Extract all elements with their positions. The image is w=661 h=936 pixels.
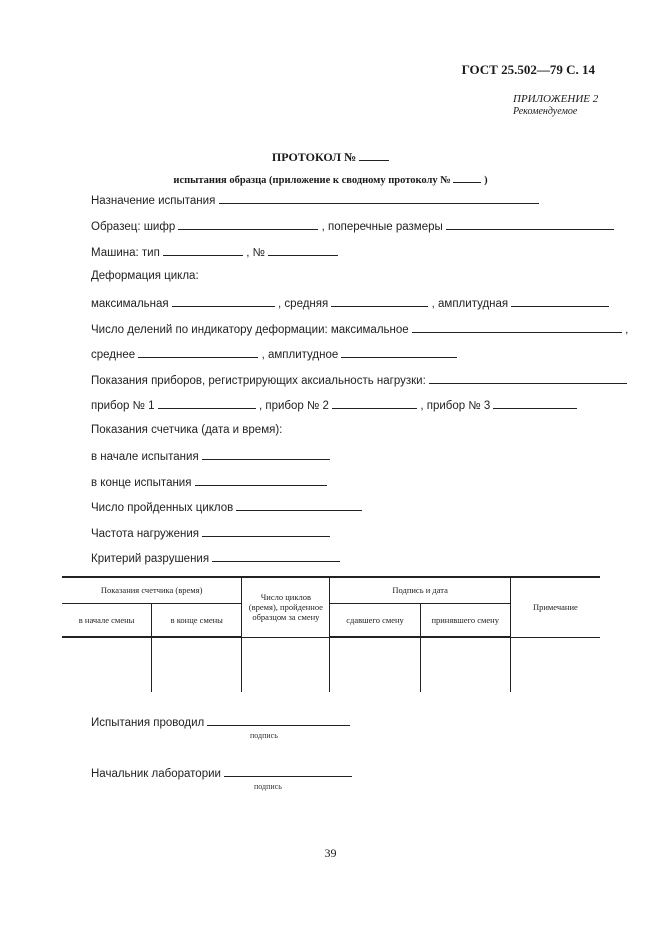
shift-log-table bbox=[62, 576, 600, 692]
header-signature: Подпись и дата bbox=[330, 577, 510, 603]
deformation-heading: Деформация цикла: bbox=[91, 270, 199, 282]
conducted-signature-caption: подпись bbox=[250, 731, 278, 740]
summary-protocol-number-field[interactable] bbox=[453, 172, 481, 183]
purpose-field[interactable] bbox=[219, 193, 539, 204]
amplitude-n-field[interactable] bbox=[341, 347, 457, 358]
frequency-field[interactable] bbox=[202, 526, 330, 537]
counter-end-field[interactable] bbox=[195, 475, 327, 486]
machine-type-label: Машина: тип bbox=[91, 247, 160, 259]
standard-header: ГОСТ 25.502—79 С. 14 bbox=[461, 62, 595, 77]
machine-no-field[interactable] bbox=[268, 245, 338, 256]
protocol-number-field[interactable] bbox=[359, 150, 389, 161]
conducted-row bbox=[91, 715, 350, 729]
header-cycles: Число циклов (время), пройденное образцом за смену bbox=[242, 577, 330, 637]
conducted-label: Испытания проводил bbox=[91, 717, 205, 729]
instr1-field[interactable] bbox=[158, 398, 256, 409]
medium-label: , средняя bbox=[278, 298, 329, 310]
counter-start-label: в начале испытания bbox=[91, 451, 199, 463]
cross-sizes-label: , поперечные размеры bbox=[321, 221, 443, 233]
divisions-comma: , bbox=[625, 324, 629, 336]
page-number: 39 bbox=[324, 846, 337, 860]
divisions-row bbox=[91, 322, 628, 336]
medium-field[interactable] bbox=[331, 296, 428, 307]
protocol-title-text: ПРОТОКОЛ № bbox=[271, 150, 357, 164]
appendix-label: ПРИЛОЖЕНИЕ 2 bbox=[513, 93, 599, 105]
table-cell[interactable] bbox=[242, 637, 330, 692]
head-signature-caption: подпись bbox=[254, 782, 282, 791]
max-label: максимальная bbox=[91, 298, 169, 310]
table-cell[interactable] bbox=[152, 637, 242, 692]
frequency-row bbox=[91, 526, 330, 540]
divisions-label: Число делений по индикатору деформации: максимальное bbox=[91, 324, 409, 336]
head-signature-field[interactable] bbox=[224, 766, 352, 777]
table-cell[interactable] bbox=[420, 637, 510, 692]
counter-heading: Показания счетчика (дата и время): bbox=[91, 424, 283, 436]
head-row bbox=[91, 766, 352, 780]
cycles-row bbox=[91, 500, 362, 514]
protocol-title bbox=[0, 150, 661, 165]
sample-code-label: Образец: шифр bbox=[91, 221, 176, 233]
instruments-field[interactable] bbox=[429, 373, 627, 384]
header-counter: Показания счетчика (время) bbox=[62, 577, 242, 603]
header-received: принявшего смену bbox=[420, 603, 510, 637]
header-handed-over: сдавшего смену bbox=[330, 603, 420, 637]
subtitle-text: испытания образца (приложение к сводному протоколу № bbox=[173, 175, 451, 186]
cycles-label: Число пройденных циклов bbox=[91, 502, 234, 514]
counter-end-row bbox=[91, 475, 327, 489]
frequency-label: Частота нагружения bbox=[91, 528, 199, 540]
instr2-label: , прибор № 2 bbox=[258, 400, 329, 412]
criterion-field[interactable] bbox=[212, 551, 340, 562]
mean-field[interactable] bbox=[138, 347, 258, 358]
amplitude-field[interactable] bbox=[511, 296, 609, 307]
table-cell[interactable] bbox=[62, 637, 152, 692]
header-shift-end: в конце смены bbox=[152, 603, 242, 637]
cycles-field[interactable] bbox=[236, 500, 362, 511]
conducted-signature-field[interactable] bbox=[207, 715, 350, 726]
machine-type-field[interactable] bbox=[163, 245, 243, 256]
sample-code-field[interactable] bbox=[178, 219, 318, 230]
sample-row bbox=[91, 219, 614, 233]
amplitude-n-label: , амплитудное bbox=[261, 349, 339, 361]
deformation-row bbox=[91, 296, 609, 310]
criterion-row bbox=[91, 551, 340, 565]
amplitude-label: , амплитудная bbox=[431, 298, 509, 310]
subtitle-close: ) bbox=[484, 175, 488, 186]
header-shift-start: в начале смены bbox=[62, 603, 152, 637]
instr2-field[interactable] bbox=[332, 398, 417, 409]
instr1-label: прибор № 1 bbox=[91, 400, 155, 412]
machine-no-label: , № bbox=[246, 247, 265, 259]
counter-start-row bbox=[91, 449, 330, 463]
table-cell[interactable] bbox=[510, 637, 600, 692]
recommended-label: Рекомендуемое bbox=[513, 106, 578, 117]
mean-label: среднее bbox=[91, 349, 136, 361]
criterion-label: Критерий разрушения bbox=[91, 553, 210, 565]
counter-start-field[interactable] bbox=[202, 449, 330, 460]
divisions-row-2 bbox=[91, 347, 457, 361]
protocol-subtitle bbox=[0, 172, 661, 186]
instruments-label: Показания приборов, регистрирующих аксиальность нагрузки: bbox=[91, 375, 426, 387]
head-label: Начальник лаборатории bbox=[91, 768, 221, 780]
instr3-field[interactable] bbox=[493, 398, 577, 409]
instruments-row bbox=[91, 373, 627, 387]
header-note: Примечание bbox=[510, 577, 600, 637]
instr3-label: , прибор № 3 bbox=[420, 400, 491, 412]
divisions-max-field[interactable] bbox=[412, 322, 622, 333]
machine-row bbox=[91, 245, 338, 259]
purpose-label: Назначение испытания bbox=[91, 195, 216, 207]
cross-sizes-field[interactable] bbox=[446, 219, 614, 230]
purpose-row bbox=[91, 193, 539, 207]
table-cell[interactable] bbox=[330, 637, 420, 692]
instruments-detail-row bbox=[91, 398, 577, 412]
counter-end-label: в конце испытания bbox=[91, 477, 192, 489]
max-field[interactable] bbox=[172, 296, 275, 307]
